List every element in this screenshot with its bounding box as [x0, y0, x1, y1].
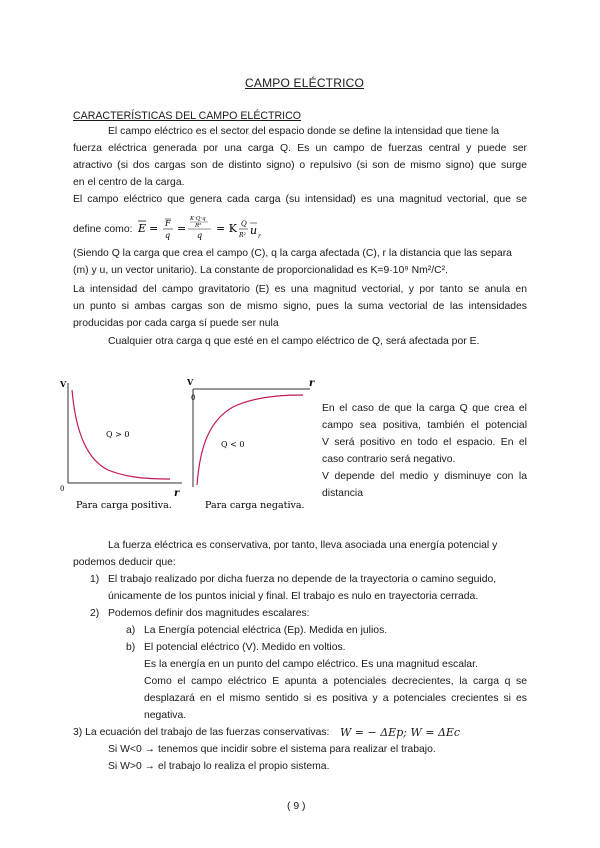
- curve-label-negative: Q < 0: [221, 440, 245, 449]
- para2-line: El campo eléctrico que genera cada carga (su intensidad) es una magnitud vectorial, que se: [73, 194, 527, 205]
- y-axis-label: V: [187, 377, 194, 387]
- side-text-line: caso contrario será negativo.: [322, 454, 456, 465]
- formula-r2: R²: [195, 223, 202, 229]
- formula-kqq: K·Q·q: [190, 216, 206, 222]
- formula-q2: q: [197, 231, 203, 240]
- list-item-line: El trabajo realizado por dicha fuerza no depende de la trayectoria o camino seguido,: [108, 574, 497, 585]
- sublist-line: negativa.: [144, 710, 187, 721]
- sublist-line: desplazará en el mismo sentido si es positiva y a potenciales crecientes si es: [144, 693, 527, 704]
- formula-u-sub: r: [258, 233, 261, 240]
- side-text-line: En el caso de que la carga Q que crea el: [322, 403, 527, 414]
- para6-line: podemos deducir que:: [73, 557, 176, 568]
- para6-line: La fuerza eléctrica es conservativa, por tanto, lleva asociada una energía potencial y: [108, 540, 498, 551]
- formula-eq2: =: [177, 222, 187, 235]
- para3-line: (m) y u, un vector unitario). La constante de proporcionalidad es K=9·10⁹ Nm²/C².: [73, 265, 448, 276]
- formula-u: u: [250, 224, 258, 237]
- para1-line: El campo eléctrico es el sector del espacio donde se define la intensidad que tiene la: [108, 126, 500, 137]
- sublist-letter: b): [126, 642, 136, 653]
- work-equation: W = − ΔEp; W = ΔEc: [340, 726, 461, 739]
- graph-positive-svg: [58, 375, 188, 515]
- formula-f: F: [165, 219, 171, 228]
- graph-negative-svg: [185, 375, 320, 515]
- para2-define: define como:: [73, 224, 133, 235]
- para5-line: Cualquier otra carga q que esté en el campo eléctrico de Q, será afectada por E.: [108, 336, 480, 347]
- list-item-line: Podemos definir dos magnitudes escalares:: [108, 608, 310, 619]
- section-heading: CARACTERÍSTICAS DEL CAMPO ELÉCTRICO: [73, 110, 301, 122]
- side-text-line: distancia: [322, 488, 364, 499]
- sublist-line: Como el campo eléctrico E apunta a potenciales decrecientes, la carga q se: [144, 676, 527, 687]
- formula-R2: R²: [239, 232, 246, 239]
- side-text-line: V será positivo en todo el espacio. En el: [322, 437, 527, 448]
- para4-line: producidas por cada carga sí puede ser nula: [73, 318, 279, 329]
- x-axis-label: r: [309, 378, 315, 389]
- formula-eq3: = K: [216, 222, 237, 235]
- formula-svg: [138, 212, 288, 246]
- formula-q: q: [165, 231, 171, 240]
- page-title: CAMPO ELÉCTRICO: [245, 76, 365, 90]
- side-text-line: campo sea positiva, también el potencial: [322, 420, 527, 431]
- para1-line: atractivo (si dos cargas son de distinto signo) o repulsivo (si son de mismo signo) que surge: [73, 160, 527, 171]
- graph-positive-charge: [58, 375, 188, 515]
- curve-label-positive: Q > 0: [106, 430, 130, 439]
- list-number: 2): [90, 608, 100, 619]
- work-negative-line: Si W<0 → tenemos que incidir sobre el sistema para realizar el trabajo.: [108, 744, 436, 755]
- para3-line: (Siendo Q la carga que crea el campo (C), q la carga afectada (C), r la distancia que las separa: [73, 248, 512, 259]
- origin-label: 0: [60, 485, 65, 493]
- para4-line: La intensidad del campo gravitatorio (E) es una magnitud vectorial, y por tanto se anula en: [73, 284, 527, 295]
- origin-label: 0: [191, 394, 196, 402]
- work-positive-line: Si W>0 → el trabajo lo realiza el propio sistema.: [108, 761, 330, 772]
- sublist-line: Es la energía en un punto del campo eléctrico. Es una magnitud escalar.: [144, 659, 478, 670]
- para1-line: fuerza eléctrica generada por una carga Q. Es un campo de fuerzas central y puede ser: [73, 143, 527, 154]
- sublist-item: La Energía potencial eléctrica (Ep). Medida en julios.: [144, 625, 388, 636]
- list-item-line: únicamente de los puntos inicial y final. El trabajo es nulo en trayectoria cerrada.: [108, 591, 479, 602]
- side-text-line: V depende del medio y disminuye con la: [322, 471, 527, 482]
- caption-positive: Para carga positiva.: [76, 500, 172, 511]
- x-axis-label: r: [174, 488, 180, 499]
- y-axis-label: V: [60, 379, 67, 389]
- sublist-letter: a): [126, 625, 136, 636]
- item3-text: 3) La ecuación del trabajo de las fuerzas conservativas:: [73, 727, 330, 738]
- para1-line: en el centro de la carga.: [73, 177, 185, 188]
- list-number: 1): [90, 574, 100, 585]
- electric-field-formula: [138, 212, 288, 246]
- sublist-item: El potencial eléctrico (V). Medido en voltios.: [144, 642, 346, 653]
- graph-negative-charge: [185, 375, 320, 515]
- formula-Q: Q: [241, 220, 247, 228]
- para4-line: un punto si ambas cargas son de mismo signo, pues la suma vectorial de las intensidades: [73, 301, 527, 312]
- potential-curve-negative: [197, 395, 303, 485]
- page-number: ( 9 ): [287, 801, 306, 812]
- formula-eq1: =: [149, 222, 159, 235]
- caption-negative: Para carga negativa.: [205, 500, 305, 511]
- formula-e: E: [138, 222, 147, 235]
